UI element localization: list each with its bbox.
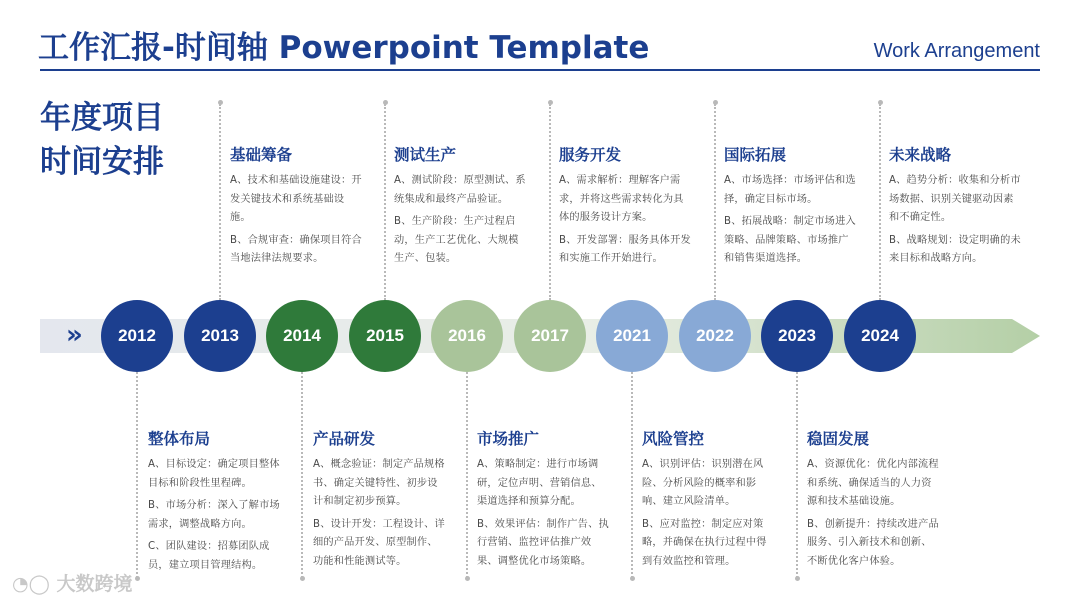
connector-dot [135, 576, 140, 581]
connector-line [219, 104, 221, 300]
milestone-title: 未来战略 [889, 146, 952, 164]
milestone-bottom-2 [313, 427, 448, 575]
year-circle-5: 2016 [431, 300, 503, 372]
milestone-bottom-4 [642, 427, 777, 575]
connector-line [466, 372, 468, 578]
connector-line [714, 104, 716, 300]
milestone-text: B、开发部署：服务具体开发和实施工作开始进行。 [559, 234, 691, 264]
heading-line-1: 年度项目 [40, 100, 164, 136]
watermark-logo [12, 569, 132, 596]
milestone-text: B、市场分析：深入了解市场需求，调整战略方向。 [148, 500, 280, 530]
connector-line [384, 104, 386, 300]
milestone-text: B、应对监控：制定应对策略，并确保在执行过程中得到有效监控和管理。 [642, 518, 767, 567]
milestone-text: A、目标设定：确定项目整体目标和阶段性里程碑。 [148, 459, 280, 489]
milestone-bottom-3 [477, 427, 612, 575]
connector-dot [630, 576, 635, 581]
year-circle-2: 2013 [184, 300, 256, 372]
connector-line [549, 104, 551, 300]
milestone-text: A、趋势分析：收集和分析市场数据、识别关键驱动因素和不确定性。 [889, 175, 1021, 223]
milestone-text: A、识别评估：识别潜在风险、分析风险的概率和影响、建立风险清单。 [642, 459, 764, 507]
milestone-title: 风险管控 [642, 430, 705, 448]
connector-dot [795, 576, 800, 581]
milestone-text: B、创新提升：持续改进产品服务、引入新技术和创新、不断优化客户体验。 [807, 518, 939, 567]
milestone-text: B、拓展战略：制定市场进入策略、品牌策略、市场推广和销售渠道选择。 [724, 216, 856, 264]
milestone-text: A、资源优化：优化内部流程和系统、确保适当的人力资源和技术基础设施。 [807, 459, 939, 507]
milestone-top-1 [230, 143, 365, 273]
milestone-text: A、策略制定：进行市场调研，定位声明、营销信息、渠道选择和预算分配。 [477, 459, 602, 507]
connector-dot [218, 100, 223, 105]
milestone-title: 整体布局 [148, 430, 211, 448]
milestone-title: 稳固发展 [807, 430, 870, 448]
year-circle-10: 2024 [844, 300, 916, 372]
milestone-text: B、效果评估：制作广告、执行营销、监控评估推广效果、调整优化市场策略。 [477, 518, 609, 567]
connector-dot [300, 576, 305, 581]
watermark-text: 大数跨境 [56, 573, 133, 595]
connector-line [631, 372, 633, 578]
milestone-top-3 [559, 143, 694, 273]
connector-dot [548, 100, 553, 105]
watermark-icon: ◔◯ [12, 573, 50, 595]
milestone-text: A、概念验证：制定产品规格书、确定关键特性、初步设计和制定初步预算。 [313, 459, 445, 507]
year-circle-3: 2014 [266, 300, 338, 372]
milestone-top-5 [889, 143, 1024, 273]
year-circle-8: 2022 [679, 300, 751, 372]
milestone-bottom-5 [807, 427, 942, 575]
connector-dot [713, 100, 718, 105]
connector-line [301, 372, 303, 578]
connector-dot [465, 576, 470, 581]
connector-line [879, 104, 881, 300]
heading-line-2: 时间安排 [40, 144, 164, 180]
milestone-title: 市场推广 [477, 430, 540, 448]
milestone-text: A、市场选择：市场评估和选择，确定目标市场。 [724, 175, 856, 205]
milestone-text: B、合规审查：确保项目符合当地法律法规要求。 [230, 234, 362, 264]
milestone-text: A、测试阶段：原型测试、系统集成和最终产品验证。 [394, 175, 526, 205]
milestone-text: B、战略规划：设定明确的未来目标和战略方向。 [889, 234, 1021, 264]
chevron-right-icon: » [66, 320, 83, 350]
year-circle-7: 2021 [596, 300, 668, 372]
connector-line [136, 372, 138, 578]
connector-dot [383, 100, 388, 105]
milestone-top-2 [394, 143, 529, 273]
milestone-title: 测试生产 [394, 146, 457, 164]
milestone-top-4 [724, 143, 859, 273]
milestone-title: 基础筹备 [230, 146, 293, 164]
year-circle-6: 2017 [514, 300, 586, 372]
connector-line [796, 372, 798, 578]
milestone-text: C、团队建设：招募团队成员，建立项目管理结构。 [148, 541, 270, 571]
year-circle-4: 2015 [349, 300, 421, 372]
year-circle-1: 2012 [101, 300, 173, 372]
milestone-title: 产品研发 [313, 430, 376, 448]
year-circle-9: 2023 [761, 300, 833, 372]
milestone-bottom-1 [148, 427, 283, 579]
page-subtitle: Work Arrangement [873, 40, 1040, 62]
page-title: 工作汇报-时间轴 Powerpoint Template [38, 30, 650, 66]
milestone-title: 服务开发 [559, 146, 622, 164]
milestone-text: A、技术和基础设施建设：开发关键技术和系统基础设施。 [230, 175, 362, 223]
milestone-text: B、设计开发：工程设计、详细的产品开发、原型制作、功能和性能测试等。 [313, 518, 445, 567]
milestone-text: B、生产阶段：生产过程启动，生产工艺优化、大规模生产、包装。 [394, 216, 519, 264]
milestone-title: 国际拓展 [724, 146, 787, 164]
connector-dot [878, 100, 883, 105]
milestone-text: A、需求解析：理解客户需求，并将这些需求转化为具体的服务设计方案。 [559, 175, 684, 223]
